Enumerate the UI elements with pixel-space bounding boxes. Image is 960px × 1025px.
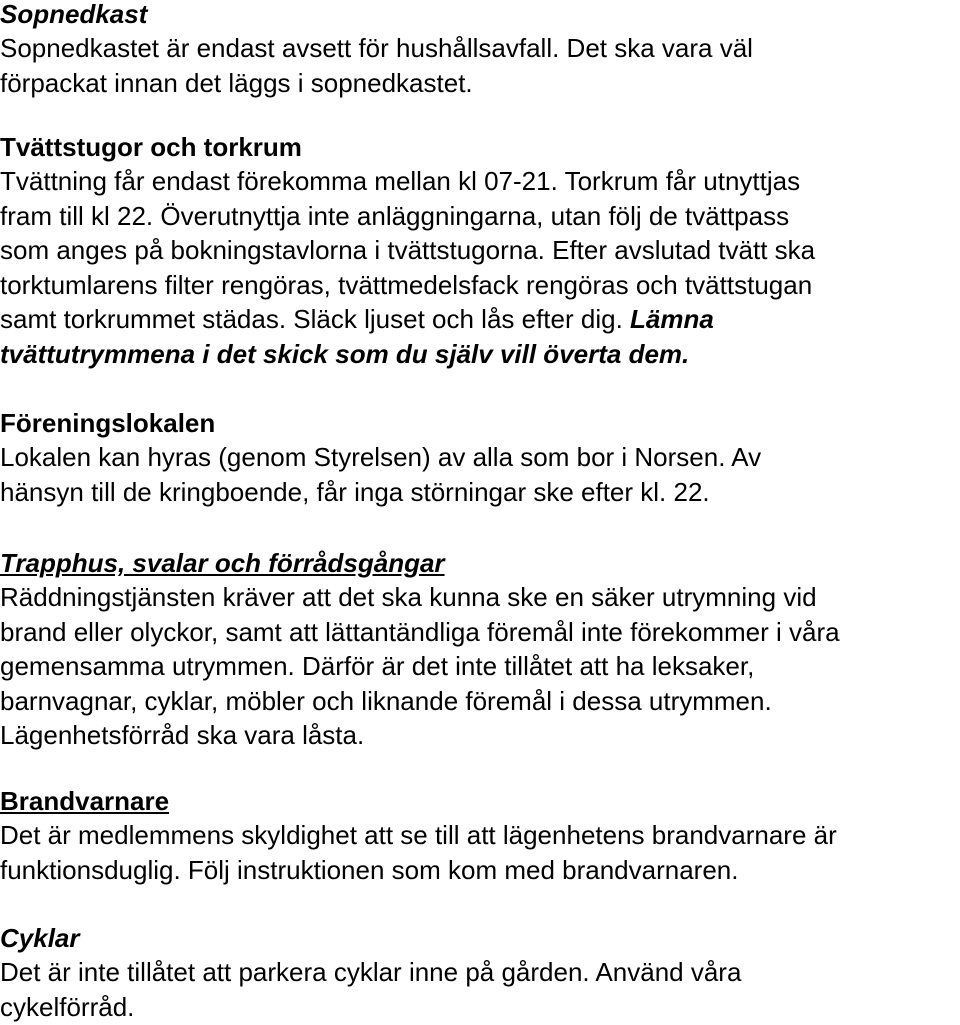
section-body xyxy=(0,955,741,1024)
section-cyklar xyxy=(0,921,741,1024)
body-line: hänsyn till de kringboende, får inga störningar ske efter kl. 22. xyxy=(0,476,710,507)
emphasis-line: tvättutrymmena i det skick som du själv vill överta dem. xyxy=(0,338,690,369)
body-line: som anges på bokningstavlorna i tvättstugorna. Efter avslutad tvätt ska xyxy=(0,235,816,266)
body-line-text: samt torkrummet städas. Släck ljuset och lås efter dig. xyxy=(0,304,623,335)
body-line: funktionsduglig. Följ instruktionen som kom med brandvarnaren. xyxy=(0,854,739,885)
section-body xyxy=(0,440,761,509)
body-line-with-emphasis xyxy=(0,302,815,337)
body-line: barnvagnar, cyklar, möbler och liknande föremål i dessa utrymmen. xyxy=(0,685,772,716)
body-line: cykelförråd. xyxy=(0,991,135,1022)
section-tvattstugor xyxy=(0,130,815,372)
body-line: gemensamma utrymmen. Därför är det inte tillåtet att ha leksaker, xyxy=(0,651,755,682)
body-line: fram till kl 22. Överutnyttja inte anläggningarna, utan följ de tvättpass xyxy=(0,200,790,231)
section-foreningslokalen xyxy=(0,406,761,509)
body-line: torktumlarens filter rengöras, tvättmedelsfack rengöras och tvättstugan xyxy=(0,269,813,300)
body-line: Lägenhetsförråd ska vara låsta. xyxy=(0,720,365,751)
section-heading: Tvättstugor och torkrum xyxy=(0,132,302,162)
section-body xyxy=(0,164,815,372)
section-body xyxy=(0,818,837,887)
section-heading: Cyklar xyxy=(0,923,80,953)
body-line: Det är inte tillåtet att parkera cyklar inne på gården. Använd våra xyxy=(0,957,742,987)
section-heading: Sopnedkast xyxy=(0,0,148,29)
section-heading: Brandvarnare xyxy=(0,786,170,816)
emphasis-start: Lämna xyxy=(630,304,714,335)
body-line: Lokalen kan hyras (genom Styrelsen) av alla som bor i Norsen. Av xyxy=(0,442,762,472)
body-line: Sopnedkastet är endast avsett för hushållsavfall. Det ska vara väl xyxy=(0,33,753,63)
body-line: Tvättning får endast förekomma mellan kl 07-21. Torkrum får utnyttjas xyxy=(0,166,801,196)
section-trapphus xyxy=(0,546,840,753)
section-body xyxy=(0,580,840,753)
body-line: Räddningstjänsten kräver att det ska kunna ske en säker utrymning vid xyxy=(0,582,817,612)
section-brandvarnare xyxy=(0,784,837,887)
body-line: Det är medlemmens skyldighet att se till att lägenhetens brandvarnare är xyxy=(0,820,837,850)
section-heading: Trapphus, svalar och förrådsgångar xyxy=(0,548,445,578)
body-line: förpackat innan det läggs i sopnedkastet. xyxy=(0,67,473,98)
section-sopnedkast xyxy=(0,0,753,100)
section-heading: Föreningslokalen xyxy=(0,408,216,438)
section-body xyxy=(0,31,753,100)
body-line: brand eller olyckor, samt att lättantändliga föremål inte förekommer i våra xyxy=(0,616,840,647)
